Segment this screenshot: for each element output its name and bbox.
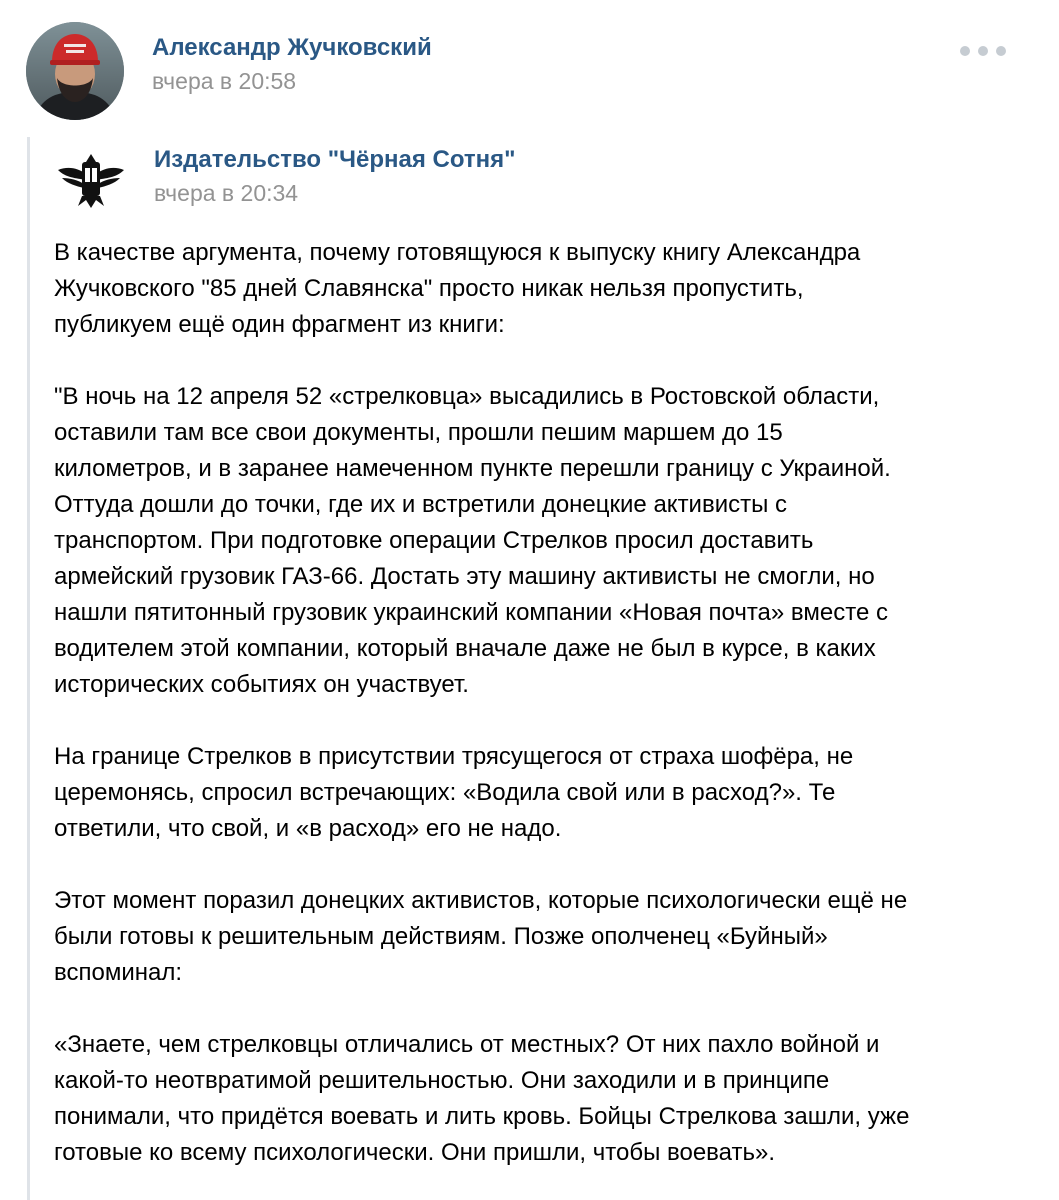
text-line: На границе Стрелков в присутствии трясущегося от страха шофёра, не <box>54 743 854 770</box>
paragraph <box>54 1027 1044 1171</box>
text-line: ответили, что свой, и «в расход» его не надо. <box>54 815 562 842</box>
dot <box>996 46 1006 56</box>
text-line: были готовы к решительным действиям. Позже ополченец «Буйный» <box>54 923 828 950</box>
text-line: Оттуда дошли до точки, где их и встретили донецкие активисты с <box>54 491 788 518</box>
repost-divider <box>27 137 30 1200</box>
text-line: "В ночь на 12 апреля 52 «стрелковца» высадились в Ростовской области, <box>54 383 880 410</box>
text-line: вспоминал: <box>54 959 183 986</box>
repost-timestamp[interactable]: вчера в 20:34 <box>154 180 299 206</box>
post-timestamp[interactable]: вчера в 20:58 <box>152 68 297 94</box>
text-line: «Знаете, чем стрелковцы отличались от местных? От них пахло войной и <box>54 1031 880 1058</box>
text-line: Этот момент поразил донецких активистов, которые психологически ещё не <box>54 887 908 914</box>
text-line: публикуем ещё один фрагмент из книги: <box>54 311 505 338</box>
text-line: церемонясь, спросил встречающих: «Водила свой или в расход?». Те <box>54 779 836 806</box>
text-line: В качестве аргумента, почему готовящуюся к выпуску книгу Александра <box>54 239 861 266</box>
dot <box>960 46 970 56</box>
text-line: какой-то неотвратимой решительностью. Они заходили и в принципе <box>54 1067 830 1094</box>
person-photo-avatar <box>26 22 124 120</box>
text-line: исторических событиях он участвует. <box>54 671 469 698</box>
paragraph <box>54 739 1044 847</box>
author-name[interactable]: Александр Жучковский <box>152 34 432 61</box>
eagle-book-logo-icon <box>52 140 130 218</box>
text-line: понимали, что придётся воевать и лить кровь. Бойцы Стрелкова зашли, уже <box>54 1103 910 1130</box>
post-text <box>54 235 1044 1200</box>
dot <box>978 46 988 56</box>
group-avatar[interactable] <box>52 140 130 218</box>
text-line: нашли пятитонный грузовик украинский компании «Новая почта» вместе с <box>54 599 888 626</box>
text-line: Жучковского "85 дней Славянска" просто никак нельзя пропустить, <box>54 275 804 302</box>
paragraph <box>54 235 1044 343</box>
paragraph <box>54 883 1044 991</box>
paragraph <box>54 379 1044 703</box>
author-avatar[interactable] <box>26 22 124 120</box>
text-line: транспортом. При подготовке операции Стрелков просил доставить <box>54 527 814 554</box>
group-name[interactable]: Издательство "Чёрная Сотня" <box>154 146 516 173</box>
text-line: готовые ко всему психологически. Они пришли, чтобы воевать». <box>54 1139 775 1166</box>
text-line: километров, и в заранее намеченном пункте перешли границу с Украиной. <box>54 455 891 482</box>
text-line: водителем этой компании, который вначале даже не был в курсе, в каких <box>54 635 876 662</box>
text-line: армейский грузовик ГАЗ-66. Достать эту машину активисты не смогли, но <box>54 563 875 590</box>
text-line: оставили там все свои документы, прошли пешим маршем до 15 <box>54 419 783 446</box>
more-dots-icon[interactable] <box>960 40 1006 62</box>
